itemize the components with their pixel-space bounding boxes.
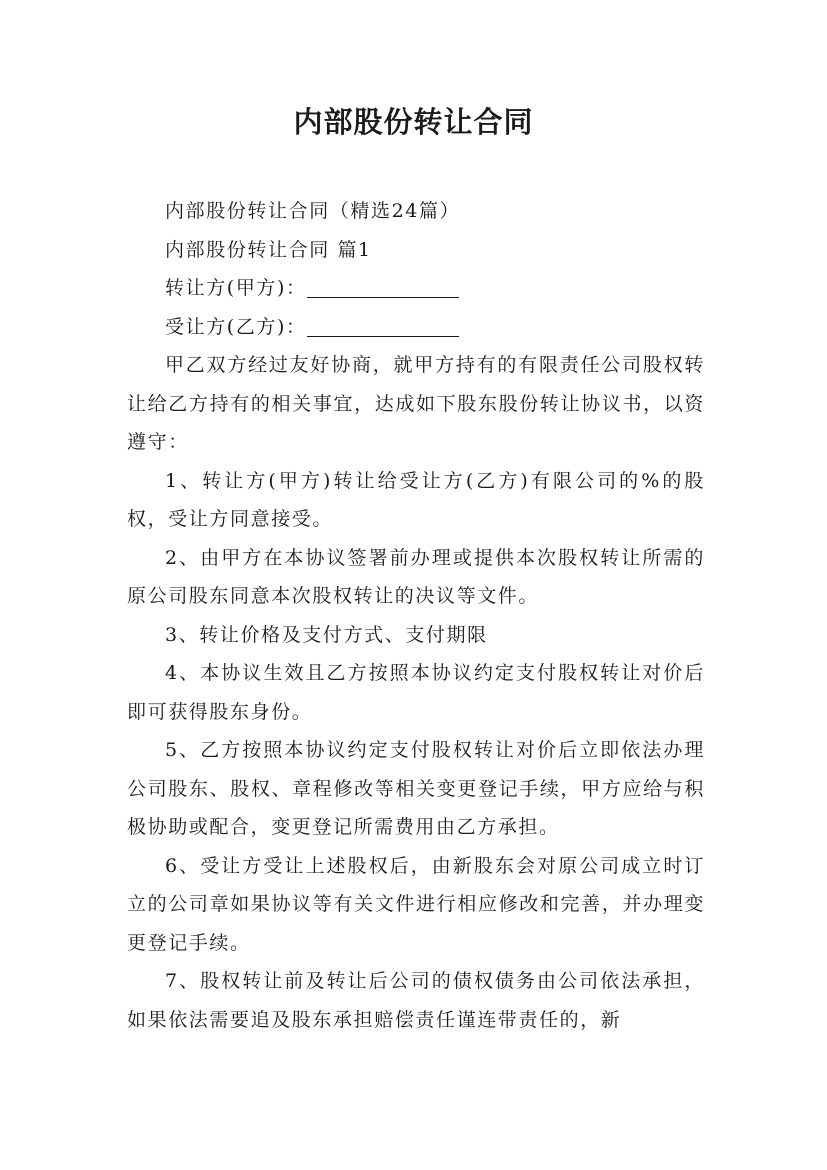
clause-7: 7、股权转让前及转让后公司的债权债务由公司依法承担，如果依法需要追及股东承担赔偿责任谨连带责任的，新	[127, 970, 705, 1031]
transferor-blank	[307, 275, 459, 298]
clause-4: 4、本协议生效且乙方按照本协议约定支付股权转让对价后即可获得股东身份。	[127, 662, 705, 723]
clause-1: 1、转让方(甲方)转让给受让方(乙方)有限公司的%的股权，受让方同意接受。	[127, 469, 705, 530]
transferor-label: 转让方(甲方)：	[165, 277, 307, 299]
transferee-label: 受让方(乙方)：	[165, 315, 307, 338]
clause-3: 3、转让价格及支付方式、支付期限	[165, 623, 488, 646]
section-heading: 内部股份转让合同 篇1	[165, 238, 372, 261]
clause-5: 5、乙方按照本协议约定支付股权转让对价后立即依法办理公司股东、股权、章程修改等相关变更登记手续，甲方应给与积极协助或配合，变更登记所需费用由乙方承担。	[127, 739, 705, 838]
transferor-line	[127, 269, 705, 308]
transferee-line	[127, 308, 705, 347]
intro-paragraph: 甲乙双方经过友好协商，就甲方持有的有限责任公司股权转让给乙方持有的相关事宜，达成如下股东股份转让协议书，以资遵守：	[127, 354, 705, 453]
clause-2: 2、由甲方在本协议签署前办理或提供本次股权转让所需的原公司股东同意本次股权转让的决议等文件。	[127, 546, 705, 607]
subtitle-line: 内部股份转让合同（精选24篇）	[165, 200, 461, 222]
transferee-blank	[307, 314, 459, 337]
clause-6: 6、受让方受让上述股权后，由新股东会对原公司成立时订立的公司章如果协议等有关文件进行相应修改和完善，并办理变更登记手续。	[127, 854, 705, 954]
document-title: 内部股份转让合同	[293, 105, 534, 139]
document-body	[127, 192, 705, 1039]
